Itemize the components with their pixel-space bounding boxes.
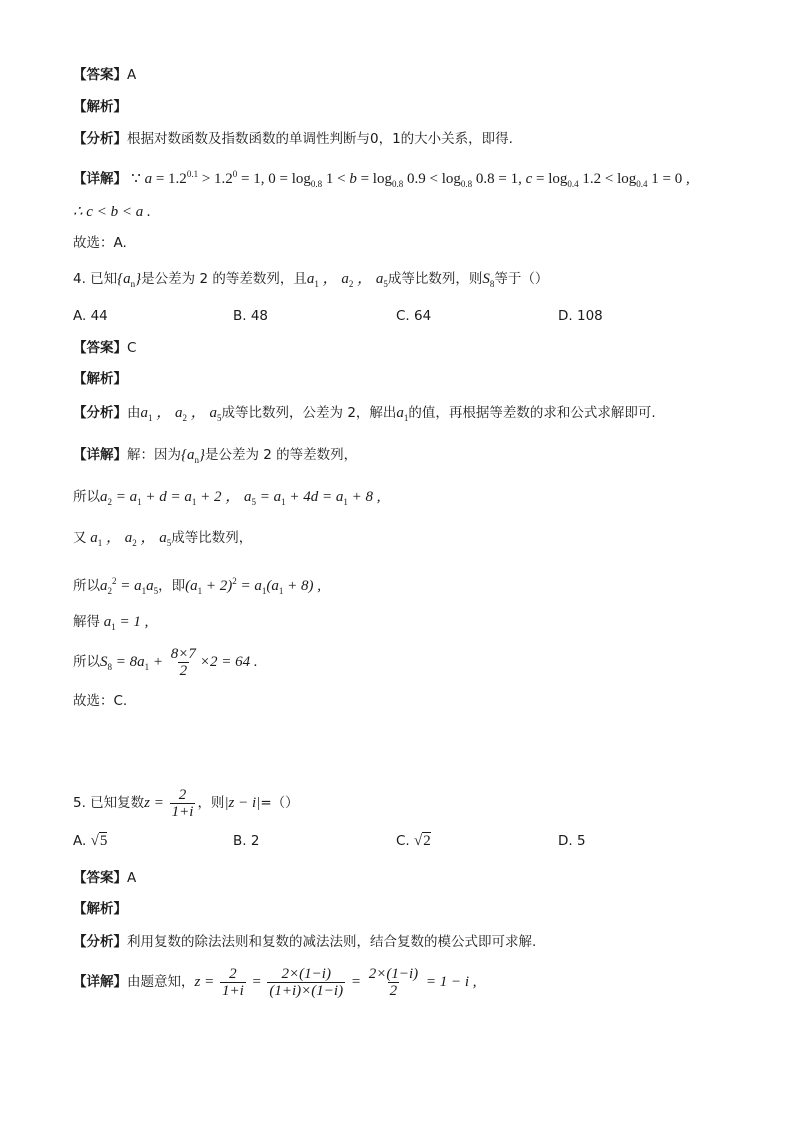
q5-answer-value: A <box>127 870 137 886</box>
q4-step-4 <box>73 611 148 638</box>
q4-eq-a2-a5: $a_2 = a_1 + d = a_1 + 2$ ， $a_5 = a_1 + 4d = a_1 + 8$ , <box>100 489 381 507</box>
q4-step2-terms: $a_1$ ， $a_2$ ， $a_5$ <box>86 530 172 548</box>
q4-step-2 <box>73 527 252 554</box>
q4-step-5 <box>73 646 258 679</box>
q4-s8: $S_8$ <box>482 271 495 289</box>
q4-stem-post: 是公差为 2 的等差数列，且 <box>141 271 307 287</box>
q3-answer-value: A <box>127 67 137 83</box>
q4-option-a[interactable]: A. 44 <box>73 308 108 324</box>
analysis-tag: 【解析】 <box>73 371 127 387</box>
q5-detail-pre: 由题意知， <box>127 973 195 990</box>
q4-answer-value: C <box>127 340 137 356</box>
q5-option-c[interactable]: C. √2 <box>396 833 431 849</box>
q5-fenxi-line <box>73 931 536 953</box>
q4-s8-formula: $S_8 = 8a_1$ + $\frac{8\times 7}{2}$ ×2 = 64 . <box>100 646 258 679</box>
q4-analysis-line <box>73 368 127 390</box>
q4-jiede: 解得 <box>73 614 100 630</box>
q5-detail-math: z = $\frac{2}{1+i}$ = $\frac{2\times(1-i)}{(1+i)\times(1-i)}$ = $\frac{2\times(1-i)}{2}$ = 1 − i , <box>194 966 477 999</box>
q3-analysis-line <box>73 96 127 118</box>
q3-answer-line <box>73 64 136 86</box>
fenxi-tag: 【分析】 <box>73 934 127 950</box>
q4-option-b[interactable]: B. 48 <box>233 308 269 324</box>
q3-detail-line <box>73 163 690 195</box>
q4-fenxi-terms: $a_1$ ， $a_2$ ， $a_5$ <box>140 405 222 423</box>
q4-answer-line <box>73 337 136 359</box>
q5-option-a[interactable]: A. √5 <box>73 833 108 849</box>
detail-tag: 【详解】 <box>73 973 127 990</box>
q5-analysis-line <box>73 898 127 920</box>
detail-tag: 【详解】 <box>73 171 127 187</box>
q4-fenxi-a1: $a_1$ <box>396 405 409 423</box>
analysis-tag: 【解析】 <box>73 99 127 115</box>
q4-detail-line <box>73 444 357 471</box>
q4-you-end: 成等比数列， <box>171 530 253 546</box>
q3-fenxi-line <box>73 128 513 150</box>
q4-you: 又 <box>73 530 87 546</box>
q4-eq-square: $a_2^2 = a_1a_5$ <box>100 576 159 596</box>
fenxi-tag: 【分析】 <box>73 131 127 147</box>
q5-answer-line <box>73 867 136 889</box>
q5-sqrt2: √2 <box>414 833 431 849</box>
q4-option-d[interactable]: D. 108 <box>558 308 603 324</box>
q3-conclusion: ∴ c < b < a . <box>73 204 151 220</box>
detail-tag: 【详解】 <box>73 447 127 463</box>
q4-a1-a2-a5: $a_1$ ， $a_2$ ， $a_5$ <box>306 271 388 289</box>
q4-fenxi-end: 的值，再根据等差数的求和公式求解即可. <box>408 405 656 421</box>
q4-step-3 <box>73 570 321 602</box>
q4-eq-expand: $(a_1 + 2)^2 = a_1(a_1 + 8)$ , <box>185 576 321 596</box>
q5-stem <box>73 787 299 820</box>
answer-tag: 【答案】 <box>73 870 127 886</box>
answer-tag: 【答案】 <box>73 340 127 356</box>
q5-stem-end: =（） <box>260 794 299 811</box>
q5-options <box>73 830 733 854</box>
q3-detail-math: ∵ $a = 1.2^{0.1} > 1.2^0 = 1$, $0 = \log_{0.8} 1 < b = \log_{0.8} 0.9 < \log_{0.8} 0.8 = 1$, $c = \log_{0.4} 1.2 < \log_{0.4} 1 = 0$ , <box>131 169 690 189</box>
q4-detail-post: 是公差为 2 的等差数列， <box>205 447 358 463</box>
q4-suoyi-1: 所以 <box>73 489 100 505</box>
q4-detail-seq: $\{a_n\}$ <box>181 447 205 465</box>
q4-suoyi-3: 所以 <box>73 653 100 670</box>
q4-stem-end: 等于（） <box>494 271 549 287</box>
q4-fenxi-pre: 由 <box>127 405 141 421</box>
analysis-tag: 【解析】 <box>73 901 127 917</box>
q4-options <box>73 305 733 327</box>
q5-option-d[interactable]: D. 5 <box>558 833 586 849</box>
q4-a1-value: $a_1 = 1$ , <box>100 614 149 632</box>
q3-fenxi-text: 根据对数函数及指数函数的单调性判断与0，1的大小关系，即得. <box>127 131 513 147</box>
q4-fenxi-mid: 成等比数列，公差为 2，解出 <box>221 405 397 421</box>
q4-ji: ，即 <box>158 578 186 594</box>
q4-stem-mid: 成等比数列，则 <box>387 271 483 287</box>
q5-option-b[interactable]: B. 2 <box>233 833 260 849</box>
q5-fenxi-text: 利用复数的除法法则和复数的减法法则，结合复数的模公式即可求解. <box>127 934 537 950</box>
q4-step-1 <box>73 486 381 513</box>
q5-detail-line <box>73 966 477 999</box>
fenxi-tag: 【分析】 <box>73 405 127 421</box>
q5-abs: |z − i| <box>224 794 261 811</box>
q5-sqrt5: √5 <box>90 833 108 849</box>
q5-stem-mid: ，则 <box>197 794 225 811</box>
q4-stem <box>73 268 548 295</box>
q4-stem-pre: 4. 已知 <box>73 271 118 287</box>
q4-option-c[interactable]: C. 64 <box>396 308 432 324</box>
q4-choose: 故选：C. <box>73 693 128 709</box>
q5-z-def: z = $\frac{2}{1+i}$ <box>144 787 194 820</box>
q3-choose: 故选：A. <box>73 235 127 251</box>
q4-detail-pre: 解：因为 <box>127 447 181 463</box>
answer-tag: 【答案】 <box>73 67 127 83</box>
q4-seq-an: $\{a_n\}$ <box>117 271 142 289</box>
q5-stem-pre: 5. 已知复数 <box>73 794 145 811</box>
q4-suoyi-2: 所以 <box>73 578 100 594</box>
q4-fenxi-line <box>73 402 656 429</box>
